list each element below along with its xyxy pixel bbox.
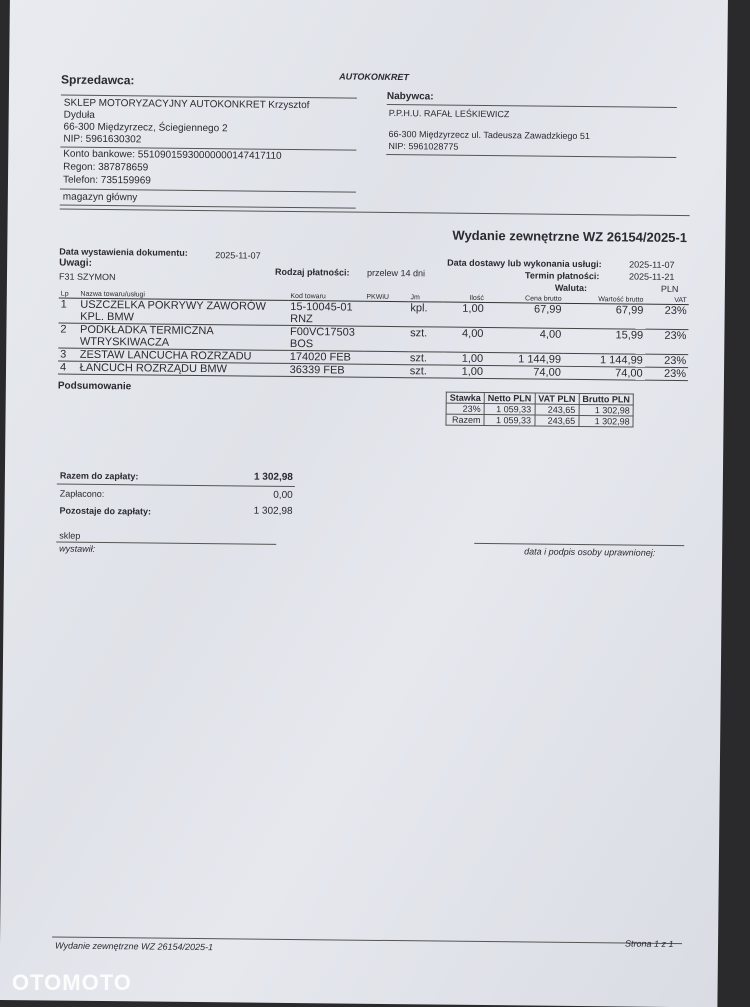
otomoto-watermark: OTOMOTO [12, 970, 132, 995]
issue-label: Data wystawienia dokumentu: [59, 246, 188, 258]
col-lp: Lp [59, 291, 79, 299]
sum-col-rate: Stawka [446, 392, 484, 403]
table-cell: 36339 FEB [288, 363, 364, 377]
col-value: Wartość brutto [564, 296, 646, 304]
col-vat: VAT [645, 297, 688, 305]
table-cell: szt. [408, 327, 443, 352]
table-cell: 23% [645, 304, 689, 329]
seller-nip: NIP: 5961630302 [63, 133, 142, 146]
issue-date: 2025-11-07 [215, 250, 261, 261]
table-cell: 1 144,99 [485, 352, 563, 366]
sum-col-vat: VAT PLN [535, 393, 579, 404]
table-cell: 74,00 [563, 366, 645, 380]
cell: 243,65 [535, 404, 579, 415]
footer-page: Strona 1 z 1 [624, 938, 674, 950]
table-cell: F00VC17503 BOS [288, 325, 364, 351]
payment: przelew 14 dni [367, 267, 426, 279]
notes: F31 SZYMON [58, 271, 116, 283]
col-qty: Ilość [444, 295, 486, 303]
table-cell: ŁAŃCUCH ROZRZĄDU BMW [78, 361, 288, 376]
table-cell: 3 [58, 348, 78, 361]
paid-label: Zapłacono: [59, 488, 105, 500]
seller-warehouse: magazyn główny [62, 191, 138, 204]
table-cell [364, 351, 408, 364]
seller-address: 66-300 Międzyrzecz, Ściegiennego 2 [63, 121, 228, 135]
delivery-date: 2025-11-07 [629, 259, 675, 270]
issuer-label: wystawił: [59, 543, 96, 554]
table-cell: 4,00 [485, 327, 563, 353]
table-cell: PODKŁADKA TERMICZNA WTRYSKIWACZA [78, 323, 288, 350]
payment-label: Rodzaj płatności: [275, 266, 350, 278]
table-cell: 23% [645, 367, 688, 380]
summary-label: Podsumowanie [57, 380, 132, 393]
buyer-nip: NIP: 5961028775 [388, 140, 459, 152]
seller-name: SKLEP MOTORYZACYJNY AUTOKONKRET Krzysztof [63, 97, 310, 112]
col-name: Nazwa towaru/usługi [78, 291, 288, 301]
footer-doc: Wydanie zewnętrzne WZ 26154/2025-1 [54, 940, 214, 953]
cell: 23% [446, 403, 484, 414]
cell: 1 059,33 [484, 403, 535, 415]
table-cell: 67,99 [563, 303, 645, 329]
delivery-label: Data dostawy lub wykonania usługi: [447, 257, 602, 270]
sum-col-net: Netto PLN [484, 392, 535, 404]
buyer-address: 66-300 Międzyrzecz ul. Tadeusza Zawadzkiego 51 [388, 128, 591, 142]
table-cell: 23% [645, 354, 688, 367]
table-cell: ZESTAW LANCUCHA ROZRZADU [78, 348, 288, 363]
cell: 1 302,98 [579, 415, 634, 427]
table-cell [364, 301, 408, 326]
col-price: Cena brutto [486, 295, 564, 303]
table-cell: 23% [645, 329, 689, 354]
summary-total-row [446, 414, 633, 427]
due-label: Termin płatności: [524, 270, 600, 282]
table-cell: szt. [408, 352, 443, 365]
brand: AUTOKONKRET [339, 71, 410, 83]
sum-col-gross: Brutto PLN [579, 393, 634, 405]
cell: Razem [446, 414, 484, 425]
currency: PLN [660, 283, 679, 295]
issuer: sklep [59, 530, 81, 541]
seller-bank: Konto bankowe: 55109015930000000147417110 [63, 148, 282, 162]
table-cell: USZCZELKA POKRYWY ZAWORÓW KPL. BMW [78, 298, 288, 325]
table-cell: 67,99 [486, 302, 564, 328]
col-code: Kod towaru [288, 293, 364, 301]
table-cell [364, 326, 408, 351]
table-cell: 2 [58, 323, 78, 348]
table-cell: 174020 FEB [288, 350, 364, 364]
buyer-name: P.P.H.U. RAFAŁ LEŚKIEWICZ [388, 107, 510, 120]
table-cell: szt. [408, 365, 443, 378]
paid-value: 0,00 [273, 489, 293, 501]
items-table [58, 291, 689, 382]
buyer-label: Nabywca: [386, 90, 434, 103]
summary-table [445, 392, 634, 428]
seller-name2: Dyduła [63, 109, 95, 121]
table-cell: kpl. [408, 302, 443, 327]
table-cell: 1,00 [443, 365, 485, 378]
table-cell: 4 [58, 361, 78, 374]
document-title: Wydanie zewnętrzne WZ 26154/2025-1 [452, 227, 688, 246]
cell: 1 059,33 [484, 414, 535, 426]
table-cell: 74,00 [485, 365, 563, 379]
authorized-label: data i podpis osoby uprawnionej: [524, 546, 656, 558]
total-value: 1 302,98 [253, 471, 293, 483]
remaining-label: Pozostaje do zapłaty: [59, 505, 152, 517]
cell: 243,65 [534, 415, 578, 426]
total-label: Razem do zapłaty: [59, 470, 139, 482]
table-cell: 1 [59, 298, 79, 323]
remaining-value: 1 302,98 [253, 505, 293, 517]
col-pkwiu: PKWiU [364, 294, 408, 302]
seller-regon: Regon: 387878659 [63, 161, 149, 174]
table-cell: 1,00 [443, 352, 485, 365]
table-cell: 15,99 [563, 328, 645, 354]
table-cell: 15-10045-01 RNZ [288, 300, 364, 326]
table-cell: 1,00 [443, 302, 485, 327]
due-date: 2025-11-21 [628, 271, 675, 282]
cell: 1 302,98 [579, 404, 634, 416]
seller-phone: Telefon: 735159969 [62, 174, 151, 187]
seller-label: Sprzedawca: [60, 72, 135, 88]
notes-label: Uwagi: [59, 257, 92, 269]
currency-label: Waluta: [554, 282, 588, 294]
table-cell [364, 364, 408, 377]
col-unit: Jm [408, 294, 443, 302]
table-cell: 4,00 [443, 327, 485, 352]
table-cell: 1 144,99 [563, 353, 645, 367]
